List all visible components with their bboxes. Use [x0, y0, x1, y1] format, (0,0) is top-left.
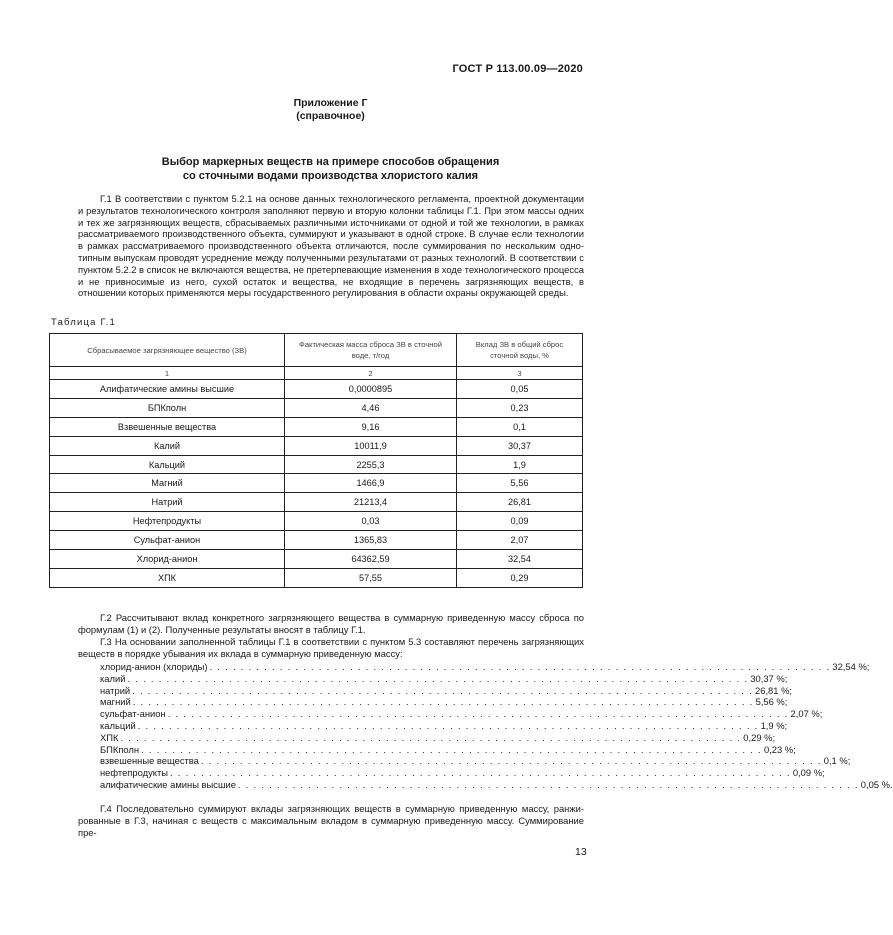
mass-cell: 10011,9	[285, 436, 457, 455]
ranking-item	[100, 708, 823, 720]
table-row	[50, 568, 583, 587]
paragraph-g3: Г.3 На основании заполненной таблицы Г.1 в соответствии с пунктом 5.3 составляют перечень загрязняющих веществ в порядке убывания их вклада в суммарную приведенную массу:	[78, 636, 584, 659]
ranking-item-name: алифатические амины высшие	[100, 778, 236, 790]
section-title	[0, 155, 661, 183]
substance-cell: Калий	[50, 436, 285, 455]
dot-leader: . . . . . . . . . . . . . . . . . . . . . . . . . . . . . . . . . . . . . . . . . . . . . . . . . . . . . . . . . . . . . . . . . . . . . . . . . . . . . . . .	[127, 672, 749, 684]
dot-leader: . . . . . . . . . . . . . . . . . . . . . . . . . . . . . . . . . . . . . . . . . . . . . . . . . . . . . . . . . . . . . . . . . . . . . . . . . . . . . . . .	[141, 743, 762, 755]
ranking-item	[100, 672, 788, 685]
mass-cell: 0,0000895	[285, 380, 457, 399]
contribution-cell: 0,05	[457, 380, 583, 399]
ranking-item-value: 26,81 %;	[755, 684, 793, 696]
dot-leader: . . . . . . . . . . . . . . . . . . . . . . . . . . . . . . . . . . . . . . . . . . . . . . . . . . . . . . . . . . . . . . . . . . . . . . . . . . . . . . . .	[120, 731, 742, 743]
mass-cell: 21213,4	[285, 493, 457, 512]
dot-leader: . . . . . . . . . . . . . . . . . . . . . . . . . . . . . . . . . . . . . . . . . . . . . . . . . . . . . . . . . . . . . . . . . . . . . . . . . . . . . . . .	[237, 778, 859, 790]
substance-cell: БПКполн	[50, 398, 285, 417]
dot-leader: . . . . . . . . . . . . . . . . . . . . . . . . . . . . . . . . . . . . . . . . . . . . . . . . . . . . . . . . . . . . . . . . . . . . . . . . . . . . . . . .	[209, 661, 831, 672]
table-row	[50, 436, 583, 455]
ranking-item-name: сульфат-анион	[100, 708, 166, 720]
mass-cell: 1466,9	[285, 474, 457, 493]
ranking-item	[100, 755, 851, 767]
column-number: 2	[285, 367, 457, 380]
substance-cell: Хлорид-анион	[50, 550, 285, 569]
table-row	[50, 531, 583, 550]
table-header-cell: Сбрасываемое загрязняющее вещество (ЗВ)	[50, 334, 285, 367]
mass-cell: 1365,83	[285, 531, 457, 550]
appendix-heading	[0, 97, 661, 123]
dot-leader: . . . . . . . . . . . . . . . . . . . . . . . . . . . . . . . . . . . . . . . . . . . . . . . . . . . . . . . . . . . . . . . . . . . . . . . . . . . . . . . .	[200, 755, 822, 767]
substance-cell: Кальций	[50, 455, 285, 474]
ranking-item-value: 0,29 %;	[743, 731, 776, 743]
ranking-item-name: ХПК	[100, 731, 119, 743]
substance-cell: Сульфат-анион	[50, 531, 285, 550]
substance-cell: Алифатические амины высшие	[50, 380, 285, 399]
contribution-cell: 0,09	[457, 512, 583, 531]
contribution-cell: 26,81	[457, 493, 583, 512]
substance-cell: Нефтепродукты	[50, 512, 285, 531]
ranking-item-name: хлорид-анион (хлориды)	[100, 661, 208, 672]
dot-leader: . . . . . . . . . . . . . . . . . . . . . . . . . . . . . . . . . . . . . . . . . . . . . . . . . . . . . . . . . . . . . . . . . . . . . . . . . . . . . . . .	[132, 684, 754, 696]
page-number: 13	[575, 846, 587, 858]
column-number: 1	[50, 367, 285, 380]
ranking-item	[100, 719, 788, 732]
ranking-item-value: 0,09 %;	[792, 767, 825, 779]
table-row	[50, 417, 583, 436]
dot-leader: . . . . . . . . . . . . . . . . . . . . . . . . . . . . . . . . . . . . . . . . . . . . . . . . . . . . . . . . . . . . . . . . . . . . . . . . . . . . . . . .	[137, 719, 759, 731]
ranking-item-name: кальций	[100, 719, 136, 731]
mass-cell: 9,16	[285, 417, 457, 436]
mass-cell: 4,46	[285, 398, 457, 417]
dot-leader: . . . . . . . . . . . . . . . . . . . . . . . . . . . . . . . . . . . . . . . . . . . . . . . . . . . . . . . . . . . . . . . . . . . . . . . . . . . . . . . .	[132, 696, 754, 708]
dot-leader: . . . . . . . . . . . . . . . . . . . . . . . . . . . . . . . . . . . . . . . . . . . . . . . . . . . . . . . . . . . . . . . . . . . . . . . . . . . . . . . .	[167, 708, 789, 720]
mass-cell: 0,03	[285, 512, 457, 531]
ranking-item-value: 0,23 %;	[763, 743, 796, 755]
ranking-item	[100, 743, 796, 756]
ranking-list	[100, 661, 893, 791]
substance-cell: ХПК	[50, 568, 285, 587]
ranking-item-value: 2,07 %;	[790, 708, 823, 720]
ranking-item-name: взвешенные вещества	[100, 755, 199, 767]
mass-cell: 2255,3	[285, 455, 457, 474]
mass-cell: 57,55	[285, 568, 457, 587]
dot-leader: . . . . . . . . . . . . . . . . . . . . . . . . . . . . . . . . . . . . . . . . . . . . . . . . . . . . . . . . . . . . . . . . . . . . . . . . . . . . . . . .	[170, 767, 791, 779]
ranking-item	[100, 778, 893, 791]
mass-cell: 64362,59	[285, 550, 457, 569]
table-header-cell: Вклад ЗВ в общий сброс сточной воды, %	[457, 334, 583, 367]
table-header-row	[50, 334, 583, 367]
appendix-title: Приложение Г	[293, 97, 368, 109]
ranking-item-value: 32,54 %;	[832, 661, 870, 672]
table-header-cell: Фактическая масса сброса ЗВ в сточной воде, т/год	[285, 334, 457, 367]
ranking-item-value: 1,9 %;	[760, 719, 788, 731]
table-row	[50, 474, 583, 493]
table-column-numbers-row	[50, 367, 583, 380]
column-number: 3	[457, 367, 583, 380]
ranking-item	[100, 684, 793, 697]
ranking-item	[100, 731, 776, 744]
ranking-item-value: 5,56 %;	[755, 696, 788, 708]
table-body	[50, 380, 583, 588]
ranking-item-name: нефтепродукты	[100, 767, 168, 779]
standard-number: ГОСТ Р 113.00.09—2020	[452, 63, 583, 75]
table-row	[50, 398, 583, 417]
ranking-item	[100, 661, 870, 673]
appendix-type: (справочное)	[296, 110, 365, 122]
contribution-cell: 0,29	[457, 568, 583, 587]
contribution-cell: 0,1	[457, 417, 583, 436]
table-row	[50, 550, 583, 569]
table-row	[50, 380, 583, 399]
table-row	[50, 493, 583, 512]
section-title-line1: Выбор маркерных веществ на примере способов обращения	[161, 156, 500, 168]
contribution-cell: 0,23	[457, 398, 583, 417]
ranking-item-name: калий	[100, 672, 126, 684]
paragraph-g1: Г.1 В соответствии с пунктом 5.2.1 на основе данных технологического регламента, проектной документации и результатов технологического контроля заполняют первую и вторую колонки таблицы Г.1. При этом массы одних и тех же загрязняющих веществ, сбрасываемых различными источниками от одной и той же технологии, в рамках рассматриваемого производственного объекта, суммируют и указывают в одной строке. В случае если технологии в рамках рассматриваемого производственного объекта отличаются, после суммирования по нескольким однотипным выпускам проводят усреднение между полученными результатами от разных технологий. В соответствии с пунктом 5.2.2 в список не включаются вещества, не претерпевающие изменения в ходе технологического процесса и не привносимые из него, сухой остаток и вещества, не входящие в перечень загрязняющих веществ, в отношении которых применяются меры государственного регулирования в области охраны окружающей среды.	[78, 193, 584, 299]
substance-cell: Взвешенные вещества	[50, 417, 285, 436]
table-row	[50, 512, 583, 531]
ranking-item-name: БПКполн	[100, 743, 140, 755]
ranking-item-name: натрий	[100, 684, 131, 696]
ranking-item-value: 30,37 %;	[750, 672, 788, 684]
section-title-line2: со сточными водами производства хлористого калия	[182, 170, 479, 182]
data-table	[49, 333, 583, 588]
paragraph-g4: Г.4 Последовательно суммируют вклады загрязняющих веществ в суммарную приведенную массу, ранжированные в Г.3, начиная с веществ с максимальным вкладом в суммарную приведенную массу. Суммирование пре-	[78, 803, 584, 838]
contribution-cell: 1,9	[457, 455, 583, 474]
substance-cell: Магний	[50, 474, 285, 493]
ranking-item	[100, 696, 788, 708]
contribution-cell: 30,37	[457, 436, 583, 455]
ranking-item-value: 0,1 %;	[823, 755, 851, 767]
table-caption: Таблица Г.1	[51, 317, 116, 328]
contribution-cell: 5,56	[457, 474, 583, 493]
ranking-item-name: магний	[100, 696, 131, 708]
ranking-item	[100, 767, 825, 779]
table-row	[50, 455, 583, 474]
paragraph-g2: Г.2 Рассчитывают вклад конкретного загрязняющего вещества в суммарную приведенную массу сброса по формулам (1) и (2). Полученные результаты вносят в таблицу Г.1.	[78, 612, 584, 635]
contribution-cell: 32,54	[457, 550, 583, 569]
substance-cell: Натрий	[50, 493, 285, 512]
ranking-item-value: 0,05 %.	[860, 778, 893, 790]
contribution-cell: 2,07	[457, 531, 583, 550]
